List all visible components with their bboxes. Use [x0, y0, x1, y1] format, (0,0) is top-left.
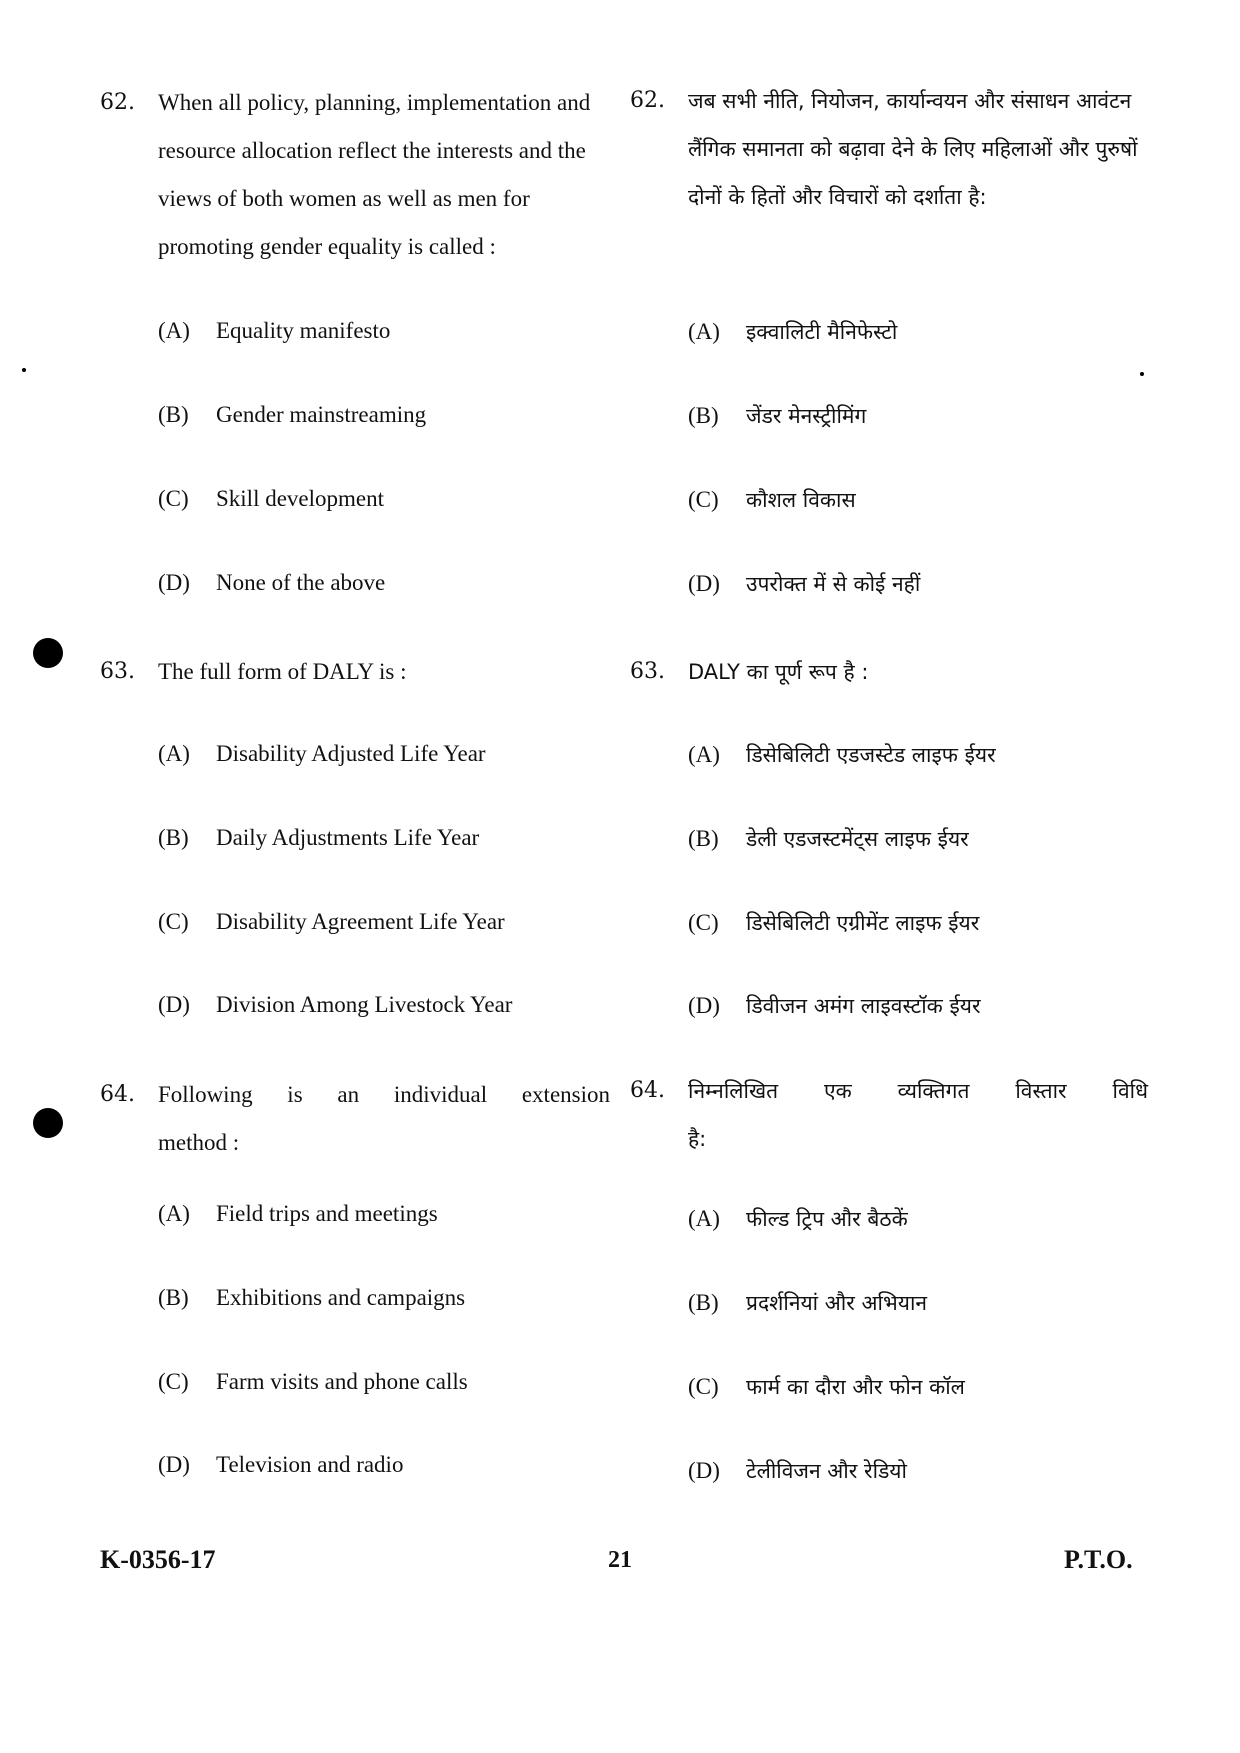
option-c: (C) Disability Agreement Life Year — [158, 909, 505, 934]
paper-code: K-0356-17 — [100, 1545, 216, 1574]
question-text: The full form of DALY is : — [158, 659, 407, 684]
pto-label: P.T.O. — [1064, 1545, 1133, 1574]
question-number: 62. — [630, 88, 665, 113]
option-d: (D) उपरोक्त में से कोई नहीं — [688, 571, 921, 596]
option-b: (B) Gender mainstreaming — [158, 402, 427, 427]
question-number: 64. — [630, 1078, 665, 1103]
question-text-line1: Following is an individual extension — [158, 1082, 610, 1107]
question-text: When all policy, planning, implementation and resource allocation reflect the interests and the views of both women as well as men for promoting gender equality is called : — [158, 90, 591, 259]
question-number: 62. — [100, 90, 135, 115]
speck-dot — [22, 368, 26, 372]
option-c: (C) Skill development — [158, 486, 385, 511]
question-text — [688, 1067, 1148, 1163]
option-b: (B) प्रदर्शनियां और अभियान — [688, 1290, 928, 1315]
option-a: (A) Disability Adjusted Life Year — [158, 741, 486, 766]
question-number: 63. — [100, 659, 135, 684]
option-a: (A) Field trips and meetings — [158, 1201, 438, 1226]
option-b: (B) जेंडर मेनस्ट्रीमिंग — [688, 403, 867, 428]
option-d: (D) Television and radio — [158, 1452, 404, 1477]
option-d: (D) None of the above — [158, 570, 386, 595]
question-text-line2: है: — [688, 1127, 707, 1151]
option-c: (C) कौशल विकास — [688, 487, 856, 512]
option-c: (C) Farm visits and phone calls — [158, 1369, 468, 1394]
option-b: (B) डेली एडजस्टमेंट्स लाइफ ईयर — [688, 826, 969, 851]
speck-dot — [1140, 372, 1144, 376]
option-d: (D) डिवीजन अमंग लाइवस्टॉक ईयर — [688, 993, 981, 1018]
option-b: (B) Daily Adjustments Life Year — [158, 825, 480, 850]
question-text: जब सभी नीति, नियोजन, कार्यान्वयन और संसाधन आवंटन लैंगिक समानता को बढ़ावा देने के लिए महिलाओं और पुरुषों दोनों के हितों और विचारों को दर्शाता है: — [688, 89, 1138, 209]
option-b: (B) Exhibitions and campaigns — [158, 1285, 466, 1310]
option-a: (A) फील्ड ट्रिप और बैठकें — [688, 1206, 908, 1231]
question-number: 63. — [630, 659, 665, 684]
option-c: (C) डिसेबिलिटी एग्रीमेंट लाइफ ईयर — [688, 910, 980, 935]
question-text: DALY का पूर्ण रूप है : — [688, 660, 869, 684]
question-text-line1: निम्नलिखित एक व्यक्तिगत विस्तार विधि — [688, 1079, 1148, 1103]
punch-hole-dot — [33, 638, 63, 668]
option-a: (A) डिसेबिलिटी एडजस्टेड लाइफ ईयर — [688, 742, 996, 767]
question-text — [158, 1071, 610, 1167]
option-c: (C) फार्म का दौरा और फोन कॉल — [688, 1374, 965, 1399]
page-number: 21 — [608, 1547, 632, 1573]
option-a: (A) Equality manifesto — [158, 318, 391, 343]
option-d: (D) टेलीविजन और रेडियो — [688, 1458, 907, 1483]
question-text-line2: method : — [158, 1130, 240, 1155]
question-number: 64. — [100, 1082, 135, 1107]
punch-hole-dot — [33, 1108, 63, 1138]
option-d: (D) Division Among Livestock Year — [158, 992, 513, 1017]
option-a: (A) इक्वालिटी मैनिफेस्टो — [688, 319, 898, 344]
